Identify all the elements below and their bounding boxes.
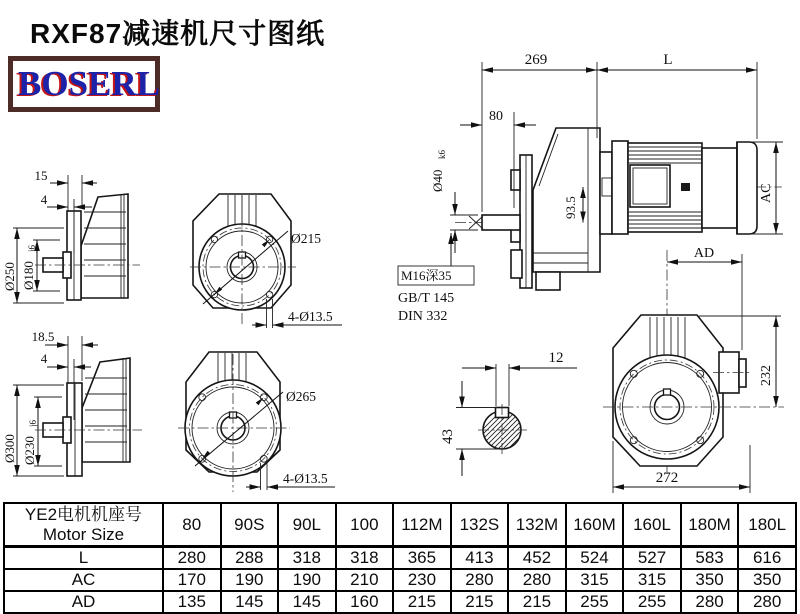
cell: 230 bbox=[393, 569, 451, 591]
cell: 255 bbox=[566, 591, 624, 613]
motor-size-header bbox=[4, 503, 163, 547]
motor-size-header-cn: YE2电机机座号 bbox=[24, 504, 143, 524]
col-header: 112M bbox=[393, 503, 451, 547]
col-header: 132M bbox=[508, 503, 566, 547]
cell: 350 bbox=[738, 569, 796, 591]
dim-12: 12 bbox=[548, 350, 564, 366]
dim-AC: AC bbox=[759, 183, 774, 203]
dim-4b: 4 bbox=[40, 351, 48, 366]
cell: 288 bbox=[221, 547, 279, 570]
boserl-logo-text: BOSERL bbox=[18, 64, 160, 103]
col-header: 132S bbox=[451, 503, 509, 547]
dim-18-5: 18.5 bbox=[31, 329, 55, 344]
col-header: 160M bbox=[566, 503, 624, 547]
dim-93-5: 93.5 bbox=[563, 196, 578, 219]
row-label: AC bbox=[4, 569, 163, 591]
cell: 215 bbox=[393, 591, 451, 613]
dim-dia250: Ø250 bbox=[2, 262, 17, 291]
cell: 280 bbox=[508, 569, 566, 591]
motor-size-header-en: Motor Size bbox=[42, 524, 125, 544]
dim-holes-a: 4-Ø13.5 bbox=[288, 309, 333, 324]
dim-bcd265: Ø265 bbox=[286, 389, 316, 404]
dim-L: L bbox=[663, 52, 673, 68]
cell: 280 bbox=[681, 591, 739, 613]
cell: 160 bbox=[336, 591, 394, 613]
view-shaft-section bbox=[440, 350, 577, 476]
cell: 280 bbox=[451, 569, 509, 591]
cell: 215 bbox=[451, 591, 509, 613]
view-large-flange-front bbox=[178, 352, 335, 492]
col-header: 90S bbox=[221, 503, 279, 547]
table-header-row bbox=[4, 503, 796, 547]
col-header: 160L bbox=[623, 503, 681, 547]
table-row bbox=[4, 547, 796, 570]
dim-269: 269 bbox=[524, 52, 548, 68]
cell: 280 bbox=[738, 591, 796, 613]
dim-4a: 4 bbox=[40, 192, 48, 207]
dim-dia40: Ø40 bbox=[430, 169, 445, 192]
cell: 583 bbox=[681, 547, 739, 570]
col-header: 180L bbox=[738, 503, 796, 547]
cell: 280 bbox=[163, 547, 221, 570]
cell: 318 bbox=[336, 547, 394, 570]
view-small-flange-front bbox=[190, 194, 342, 328]
dim-80: 80 bbox=[489, 109, 503, 124]
view-gearmotor-side bbox=[398, 52, 783, 324]
cell: 135 bbox=[163, 591, 221, 613]
dim-dia180-fit: j6 bbox=[27, 244, 37, 252]
table-row bbox=[4, 591, 796, 613]
dim-dia40-fit: k6 bbox=[437, 150, 447, 159]
cell: 413 bbox=[451, 547, 509, 570]
cell: 527 bbox=[623, 547, 681, 570]
note-tapped-hole: M16深35 bbox=[401, 268, 452, 283]
dim-43: 43 bbox=[440, 429, 456, 444]
cell: 315 bbox=[623, 569, 681, 591]
cell: 145 bbox=[221, 591, 279, 613]
view-large-flange-side bbox=[2, 329, 142, 476]
dim-dia230-fit: j6 bbox=[28, 419, 38, 427]
cell: 350 bbox=[681, 569, 739, 591]
dim-dia180: Ø180 bbox=[21, 261, 36, 290]
cell: 145 bbox=[278, 591, 336, 613]
cell: 190 bbox=[278, 569, 336, 591]
cell: 616 bbox=[738, 547, 796, 570]
dim-dia300: Ø300 bbox=[2, 434, 17, 463]
page-title: RXF87减速机尺寸图纸 bbox=[30, 18, 326, 49]
col-header: 100 bbox=[336, 503, 394, 547]
dim-15: 15 bbox=[34, 168, 48, 183]
cell: 452 bbox=[508, 547, 566, 570]
cell: 365 bbox=[393, 547, 451, 570]
dim-232: 232 bbox=[759, 365, 774, 386]
dim-holes-b: 4-Ø13.5 bbox=[283, 471, 328, 486]
boserl-logo bbox=[8, 56, 160, 112]
cell: 524 bbox=[566, 547, 624, 570]
view-small-flange-side bbox=[2, 168, 140, 303]
cell: 255 bbox=[623, 591, 681, 613]
dim-272: 272 bbox=[655, 470, 679, 486]
cell: 318 bbox=[278, 547, 336, 570]
col-header: 90L bbox=[278, 503, 336, 547]
note-din: DIN 332 bbox=[398, 309, 448, 324]
cell: 315 bbox=[566, 569, 624, 591]
dim-AD: AD bbox=[693, 246, 715, 261]
dim-dia230: Ø230 bbox=[22, 436, 37, 465]
table-row bbox=[4, 569, 796, 591]
row-label: L bbox=[4, 547, 163, 570]
view-gearmotor-front bbox=[603, 246, 784, 493]
note-gbt: GB/T 145 bbox=[398, 291, 455, 306]
row-label: AD bbox=[4, 591, 163, 613]
dimension-table bbox=[3, 502, 797, 614]
col-header: 80 bbox=[163, 503, 221, 547]
dim-bcd215: Ø215 bbox=[291, 231, 321, 246]
cell: 210 bbox=[336, 569, 394, 591]
col-header: 180M bbox=[681, 503, 739, 547]
cell: 190 bbox=[221, 569, 279, 591]
cell: 215 bbox=[508, 591, 566, 613]
cell: 170 bbox=[163, 569, 221, 591]
